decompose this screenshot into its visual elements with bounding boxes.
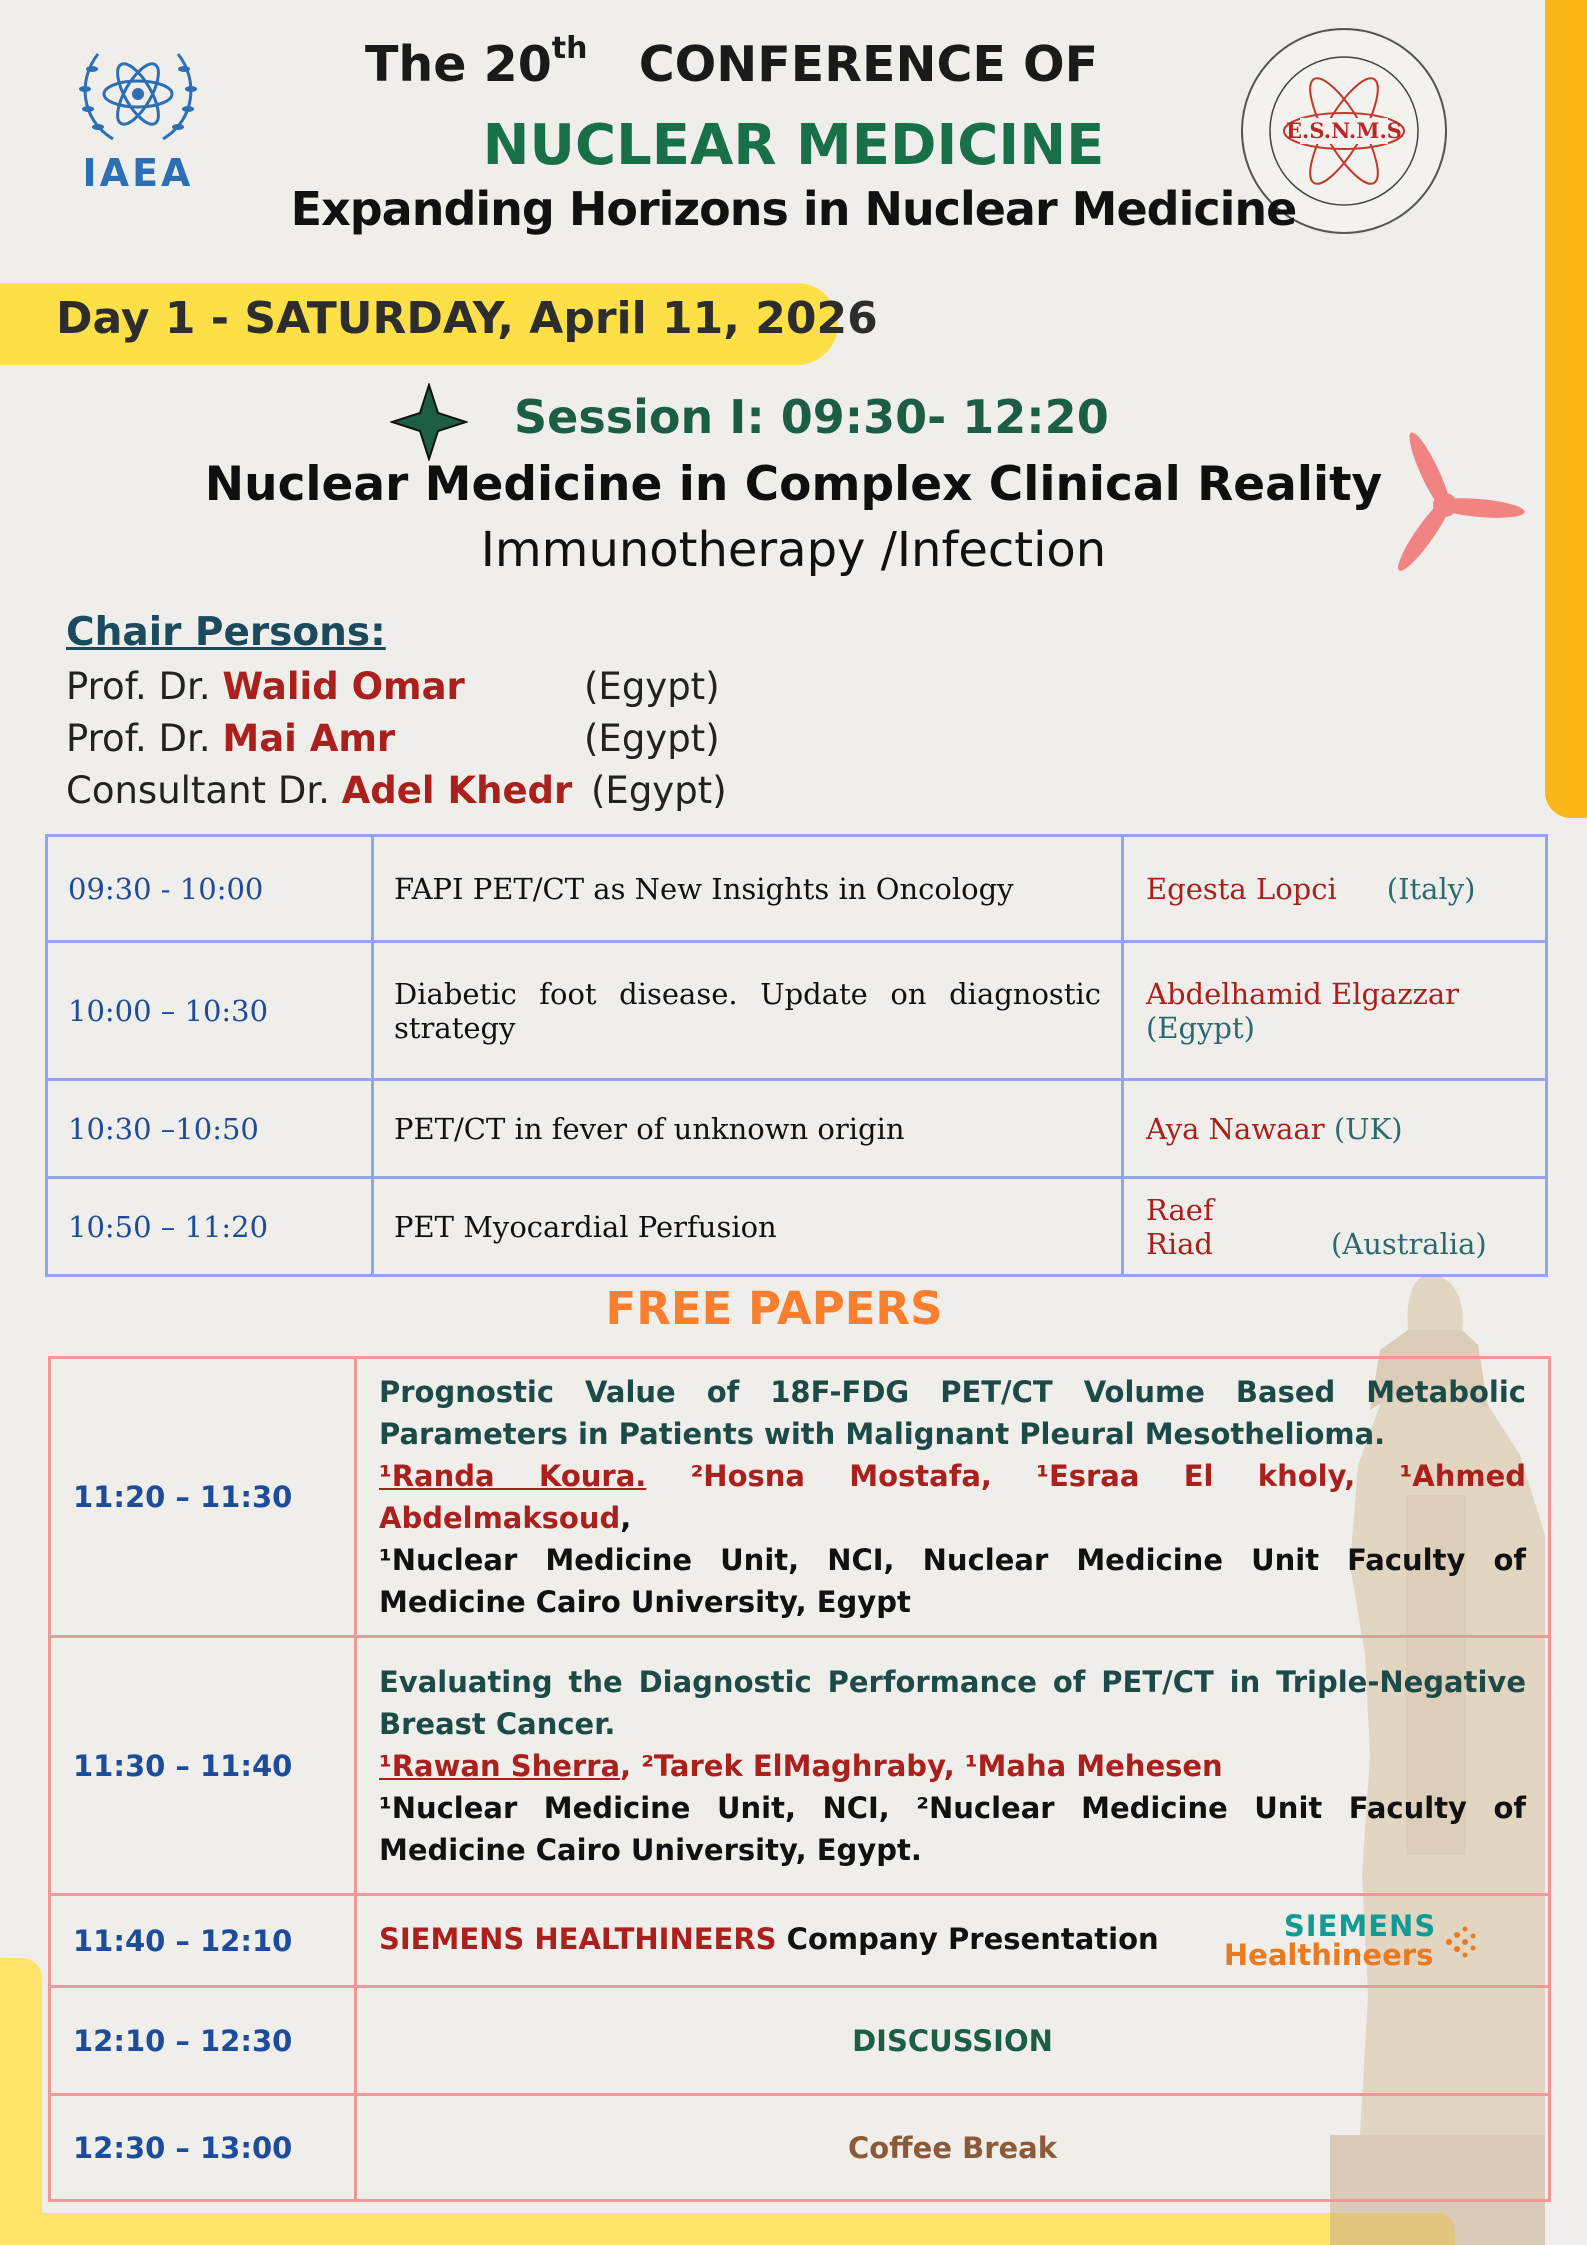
discussion-label: DISCUSSION: [356, 1987, 1550, 2095]
speaker-country: (Italy): [1386, 871, 1476, 906]
chair-country: (Egypt): [591, 769, 727, 812]
chair-name: Mai Amr: [222, 717, 396, 760]
speaker-name: Aya Nawaar: [1146, 1111, 1325, 1146]
paper-authors: [379, 1745, 1526, 1787]
chair-prefix: Prof. Dr.: [66, 665, 223, 708]
sparkle-star-icon: [390, 383, 468, 461]
siemens-healthineers-logo: [1223, 1908, 1477, 1972]
iaea-label: IAEA: [82, 151, 194, 195]
paper-title: Prognostic Value of 18F-FDG PET/CT Volume Based Metabolic Parameters in Patients with Malignant Pleural Mesothelioma.: [379, 1375, 1526, 1452]
lecture-speaker-cell: [1123, 1178, 1547, 1276]
table-row: [50, 1358, 1550, 1637]
session-title: Session I: 09:30- 12:20: [514, 390, 1109, 444]
lecture-topic: PET Myocardial Perfusion: [373, 1178, 1123, 1276]
left-accent-bar: [0, 1958, 42, 2245]
chair-person-row: [66, 665, 465, 708]
title-nuclear-medicine: NUCLEAR MEDICINE: [482, 113, 1105, 178]
lecture-topic: Diabetic foot disease. Update on diagnostic strategy: [373, 942, 1123, 1080]
lecture-speaker-cell: [1123, 1080, 1547, 1178]
company-name: SIEMENS HEALTHINEERS: [379, 1921, 777, 1956]
session-topic: Immunotherapy /Infection: [480, 522, 1107, 578]
discussion-time: 12:10 – 12:30: [50, 1987, 356, 2095]
lecture-time: 09:30 - 10:00: [47, 836, 373, 942]
table-row: [50, 1895, 1550, 1987]
lecture-speaker-cell: [1123, 836, 1547, 942]
lecture-time: 10:00 – 10:30: [47, 942, 373, 1080]
title-tagline: Expanding Horizons in Nuclear Medicine: [290, 182, 1297, 236]
table-row: [50, 2095, 1550, 2201]
chair-name: Adel Khedr: [341, 769, 573, 812]
paper-time: 11:20 – 11:30: [50, 1358, 356, 1637]
bottom-accent-bar: [0, 2213, 1455, 2245]
coffee-break-label: Coffee Break: [356, 2095, 1550, 2201]
speaker-country: (Egypt): [1146, 1010, 1255, 1045]
chair-prefix: Consultant Dr.: [66, 769, 342, 812]
chair-prefix: Prof. Dr.: [66, 717, 223, 760]
speaker-name: Egesta Lopci: [1146, 871, 1337, 906]
lecture-time: 10:50 – 11:20: [47, 1178, 373, 1276]
title-conference-of: CONFERENCE OF: [638, 36, 1099, 93]
paper-affiliation: ¹Nuclear Medicine Unit, NCI, Nuclear Medicine Unit Faculty of Medicine Cairo University, Egypt: [379, 1543, 1526, 1620]
table-row: [50, 1637, 1550, 1895]
lecture-topic: FAPI PET/CT as New Insights in Oncology: [373, 836, 1123, 942]
co-authors: , ²Tarek ElMaghraby, ¹Maha Mehesen: [620, 1748, 1223, 1783]
co-authors: ²Hosna Mostafa, ¹Esraa El kholy, ¹Ahmed Abdelmaksoud: [379, 1459, 1526, 1536]
session-subtitle: Nuclear Medicine in Complex Clinical Reality: [204, 457, 1383, 512]
table-row: [47, 1080, 1547, 1178]
lecture-table: [45, 834, 1548, 1277]
lecture-topic: PET/CT in fever of unknown origin: [373, 1080, 1123, 1178]
paper-authors: [379, 1455, 1526, 1539]
lecture-speaker-cell: [1123, 942, 1547, 1080]
free-papers-table: [48, 1356, 1551, 2202]
propeller-icon: [1365, 425, 1525, 590]
coffee-time: 12:30 – 13:00: [50, 2095, 356, 2201]
speaker-country: (Australia): [1330, 1226, 1487, 1261]
chair-country: (Egypt): [584, 665, 720, 708]
speaker-country: (UK): [1333, 1111, 1403, 1146]
esnms-text: E.S.N.M.S: [1286, 118, 1402, 143]
free-papers-heading: FREE PAPERS: [605, 1282, 943, 1335]
speaker-name: Abdelhamid Elgazzar: [1146, 976, 1460, 1011]
speaker-name: Raef Riad: [1146, 1192, 1214, 1261]
title-the-20: The 20: [365, 36, 552, 93]
paper-time: 11:30 – 11:40: [50, 1637, 356, 1895]
chair-country: (Egypt): [584, 717, 720, 760]
siemens-logo-text: SIEMENS: [1283, 1908, 1437, 1943]
chair-person-row: [66, 717, 395, 760]
company-label: Company Presentation: [776, 1921, 1159, 1956]
healthineers-logo-text: Healthineers: [1223, 1937, 1434, 1972]
table-row: [47, 1178, 1547, 1276]
table-row: [47, 836, 1547, 942]
table-row: [47, 942, 1547, 1080]
company-time: 11:40 – 12:10: [50, 1895, 356, 1987]
day-label: Day 1 - SATURDAY, April 11, 2026: [56, 293, 878, 344]
title-sup: th: [551, 30, 588, 66]
presenting-author: ¹Rawan Sherra: [379, 1748, 621, 1783]
company-cell: [356, 1895, 1550, 1987]
presenting-author: ¹Randa Koura.: [379, 1459, 647, 1494]
paper-cell: [356, 1358, 1550, 1637]
chair-name: Walid Omar: [222, 665, 465, 708]
lecture-time: 10:30 –10:50: [47, 1080, 373, 1178]
healthineers-dots-icon: [1443, 1925, 1477, 1959]
chair-persons-heading: Chair Persons:: [66, 610, 386, 655]
table-row: [50, 1987, 1550, 2095]
paper-title: Evaluating the Diagnostic Performance of PET/CT in Triple-Negative Breast Cancer.: [379, 1664, 1526, 1741]
conference-title: [365, 30, 1099, 93]
authors-end: ,: [620, 1501, 632, 1536]
paper-cell: [356, 1637, 1550, 1895]
chair-person-row: [66, 769, 572, 812]
paper-affiliation: ¹Nuclear Medicine Unit, NCI, ²Nuclear Medicine Unit Faculty of Medicine Cairo University, Egypt.: [379, 1790, 1526, 1867]
